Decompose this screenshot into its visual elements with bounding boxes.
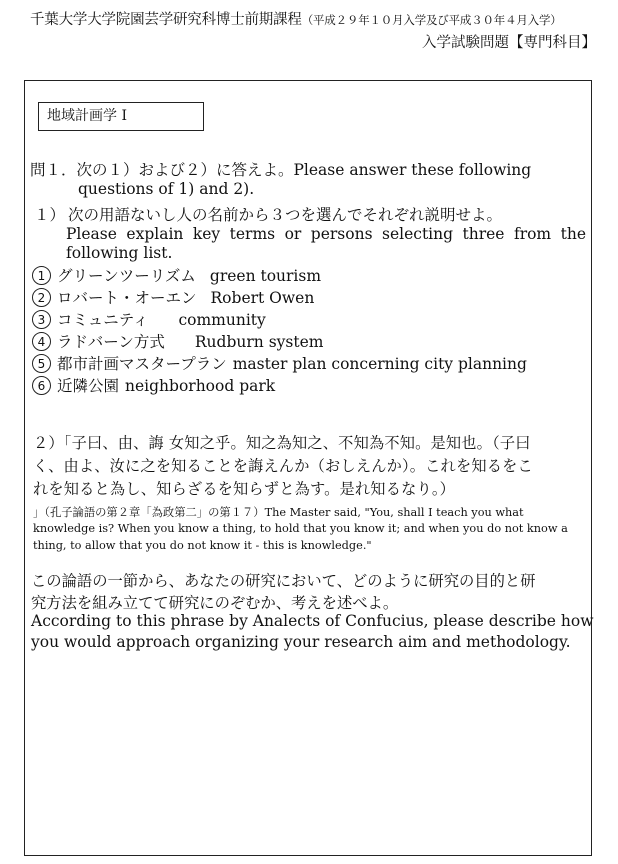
q1-sub1-label: １）: [34, 206, 66, 224]
list-item-4: [32, 330, 323, 352]
item-term-en: Robert Owen: [210, 289, 315, 307]
q1-line2: questions of 1) and 2).: [78, 180, 255, 198]
q2-task-en2: you would approach organizing your research aim and methodology.: [31, 633, 571, 651]
q2-task-jp2: 究方法を組み立てて研究にのぞむか、考えを述べよ。: [31, 594, 399, 612]
exam-header-title: [30, 8, 610, 29]
item-term-jp: コミュニティ: [57, 311, 149, 329]
university-program: 千葉大学大学院園芸学研究科博士前期課程: [30, 12, 302, 28]
q1-line1: 問１．次の１）および２）に答えよ。Please answer these following: [30, 161, 532, 179]
item-number: 5: [32, 354, 51, 373]
q1-sub1-en2: following list.: [66, 244, 173, 262]
list-item-3: [32, 308, 266, 330]
item-term-en: green tourism: [209, 267, 322, 285]
admission-term: （平成２９年１０月入学及び平成３０年４月入学）: [301, 13, 562, 27]
item-term-en: community: [178, 311, 266, 329]
list-item-2: [32, 286, 314, 308]
item-term-en: Rudburn system: [194, 333, 324, 351]
q2-line1: ２）「子曰、由、誨 女知之乎。知之為知之、不知為不知。是知也。（子曰: [33, 434, 531, 452]
item-term-jp: ラドバーン方式: [57, 333, 165, 351]
item-term-jp: 近隣公園: [57, 377, 120, 395]
item-number: 2: [32, 288, 51, 307]
q2-translation-line3: thing, to allow that you do not know it - this is knowledge.": [33, 539, 372, 552]
q2-line3: れを知ると為し、知らざるを知らずと為す。是れ知るなり。）: [33, 480, 456, 498]
item-number: 3: [32, 310, 51, 329]
list-item-5: [32, 352, 527, 374]
q2-task-jp1: この論語の一節から、あなたの研究において、どのように研究の目的と研: [31, 572, 536, 590]
q2-translation-line2: knowledge is? When you know a thing, to hold that you know it; and when you do not know a: [33, 522, 568, 535]
item-number: 4: [32, 332, 51, 351]
item-number: 6: [32, 376, 51, 395]
q1-sub1-en1: Please explain key terms or persons selecting three from the: [66, 225, 586, 243]
exam-header-subtitle: 入学試験問題【専門科目】: [422, 35, 596, 51]
list-item-6: [32, 374, 275, 396]
item-term-jp: 都市計画マスタープラン: [57, 355, 227, 373]
item-term-en: neighborhood park: [125, 377, 276, 395]
q2-line2: く、由よ、汝に之を知ることを誨えんか（おしえんか）。これを知るをこ: [33, 457, 533, 475]
item-term-jp: ロバート・オーエン: [57, 289, 197, 307]
list-item-1: [32, 264, 321, 286]
item-term-en: master plan concerning city planning: [232, 355, 527, 373]
item-term-jp: グリーンツーリズム: [57, 267, 196, 285]
q2-translation-line1: 」（孔子論語の第２章「為政第二」の第１７）The Master said, "You, shall I teach you what: [33, 506, 524, 519]
q2-task-en1: According to this phrase by Analects of Confucius, please describe how: [31, 612, 594, 630]
item-number: 1: [32, 266, 51, 285]
subject-box: 地域計画学 I: [38, 102, 204, 131]
q1-sub1-jp: 次の用語ないし人の名前から３つを選んでそれぞれ説明せよ。: [68, 206, 503, 224]
